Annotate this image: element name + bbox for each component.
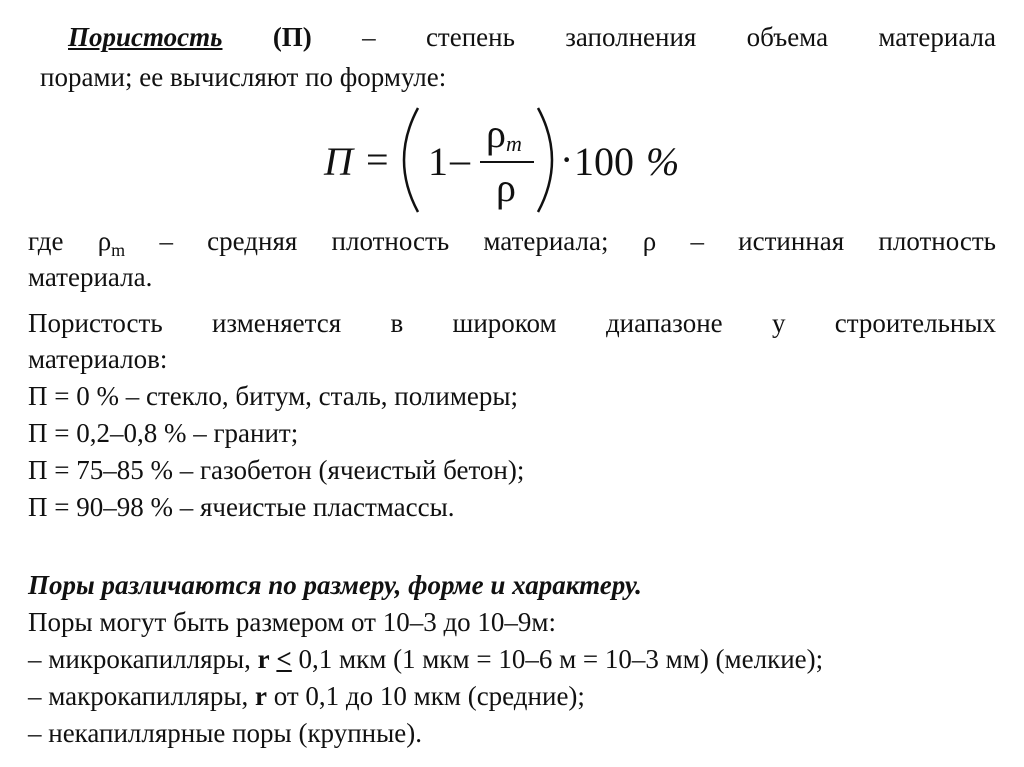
range-item-2: П = 0,2–0,8 % – гранит; [28, 418, 299, 448]
term-porosity: Пористость [68, 22, 223, 52]
intro-line-1 [68, 20, 996, 54]
micro-prefix: – микрокапилляры, [28, 644, 258, 674]
formula-one: 1 [428, 139, 448, 184]
porosity-formula [320, 104, 700, 216]
macro-prefix: – макрокапилляры, [28, 681, 255, 711]
micro-r: r [257, 644, 270, 674]
macro-r: r [255, 681, 267, 711]
range-line-2: материалов: [28, 344, 168, 374]
formula-hundred: 100 [574, 139, 634, 184]
intro-line-2: порами; ее вычисляют по формуле: [40, 62, 447, 92]
range-item-3: П = 75–85 % – газобетон (ячеистый бетон); [28, 455, 525, 485]
formula-dot: · [560, 137, 574, 182]
formula-lhs: П [324, 139, 353, 184]
where-prefix-text: где ρ [28, 226, 112, 256]
symbol-p: (П) [272, 22, 312, 52]
formula-minus: – [450, 137, 470, 182]
pores-heading: Поры различаются по размеру, форме и характеру. [28, 570, 642, 600]
range-item-4: П = 90–98 % – ячеистые пластмассы. [28, 492, 455, 522]
formula-numerator [486, 112, 522, 166]
range-item-1: П = 0 % – стекло, битум, сталь, полимеры; [28, 381, 519, 411]
intro-line-1-rest: – степень заполнения объема материала [362, 22, 996, 52]
pores-micro-line [28, 642, 823, 676]
formula-denominator: ρ [496, 165, 516, 210]
formula-equals: = [366, 137, 389, 182]
range-line-1: Пористость изменяется в широком диапазоне у строительных [28, 308, 996, 338]
left-paren [404, 108, 418, 212]
numerator-rho: ρ [486, 111, 506, 156]
pores-size-line: Поры могут быть размером от 10–3 до 10–9м: [28, 607, 557, 637]
macro-rest: от 0,1 до 10 мкм (средние); [266, 681, 585, 711]
where-line-1-rest: – средняя плотность материала; ρ – истинная плотность [159, 226, 996, 256]
micro-rest: 0,1 мкм (1 мкм = 10–6 м = 10–3 мм) (мелкие); [291, 644, 824, 674]
where-line-2: материала. [28, 262, 153, 292]
right-paren [538, 108, 552, 212]
formula-percent: % [646, 139, 680, 184]
pores-noncap-line: – некапиллярные поры (крупные). [28, 718, 422, 748]
numerator-sub: m [505, 131, 522, 156]
micro-lte: < [276, 644, 292, 674]
where-sub: m [111, 240, 126, 260]
where-prefix [28, 226, 126, 260]
pores-macro-line [28, 679, 585, 713]
where-line-1 [28, 224, 996, 267]
